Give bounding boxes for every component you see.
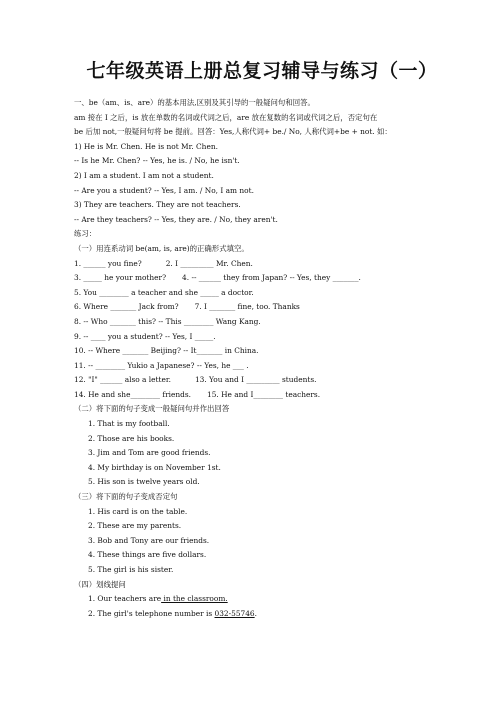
intro-line-1: 一、be（am、is、are）的基本用法,区别及其引导的一般疑问句和回答。 bbox=[74, 98, 315, 107]
section-3-heading: （三）将下面的句子变成否定句 bbox=[74, 492, 178, 502]
section-2-heading: （二）将下面的句子变成一般疑问句并作出回答 bbox=[74, 404, 230, 414]
underlined-phrase: in the classroom. bbox=[161, 594, 228, 604]
exercise-item: 1. That is my football. bbox=[88, 419, 170, 429]
exercise-item: 10. -- Where _______ Beijing? -- It_______ in China. bbox=[74, 346, 259, 356]
exercise-item bbox=[74, 592, 456, 607]
section-4-heading: （四）划线提问 bbox=[74, 579, 126, 589]
exercise-item: 6. Where _______ Jack from? bbox=[74, 302, 179, 312]
exercise-row bbox=[74, 286, 456, 301]
exercise-row bbox=[74, 344, 456, 359]
exercise-item: 3. _____ he your mother? bbox=[74, 273, 167, 283]
exercise-item: 9. -- ____ you a student? -- Yes, I _____. bbox=[74, 331, 216, 341]
sentence-text: 2. The girl's telephone number is bbox=[88, 608, 215, 618]
exercise-item: 3. Jim and Tom are good friends. bbox=[88, 448, 211, 458]
exercise-row bbox=[74, 271, 456, 286]
sentence-text: . bbox=[254, 608, 257, 618]
exercise-item: 5. His son is twelve years old. bbox=[88, 477, 200, 487]
exercise-item: 2. Those are his books. bbox=[88, 433, 175, 443]
exercise-item: 4. -- ______ they from Japan? -- Yes, they _______. bbox=[182, 273, 361, 283]
intro-line-2: am 接在 I 之后，is 放在单数的名词或代词之后，are 放在复数的名词或代词之后，否定句在 bbox=[74, 112, 378, 122]
exercise-item: 2. These are my parents. bbox=[88, 521, 182, 531]
exercise-item: 13. You and I _________ students. bbox=[194, 375, 317, 385]
exercise-item: 7. I _______ fine, too. Thanks bbox=[194, 302, 300, 312]
example-line: 2) I am a student. I am not a student. bbox=[74, 170, 214, 180]
exercise-item: 5. You ________ a teacher and she _____ a doctor. bbox=[74, 287, 254, 297]
practice-label: 练习： bbox=[74, 229, 97, 239]
exercise-row bbox=[74, 388, 456, 403]
exercise-item: 4. My birthday is on November 1st. bbox=[88, 462, 221, 472]
exercise-row bbox=[74, 359, 456, 374]
exercise-item: 15. He and I________ teachers. bbox=[207, 389, 321, 399]
example-line: -- Are you a student? -- Yes, I am. / No, I am not. bbox=[74, 185, 254, 195]
document-title: 七年级英语上册总复习辅导与练习（一） bbox=[86, 60, 438, 82]
exercise-item: 4. These things are five dollars. bbox=[88, 550, 207, 560]
exercise-item: 14. He and she________ friends. bbox=[74, 389, 191, 399]
example-line: -- Are they teachers? -- Yes, they are. / No, they aren't. bbox=[74, 214, 278, 224]
exercise-row bbox=[74, 330, 456, 345]
exercise-item: 12. "I" ______ also a letter. bbox=[74, 375, 171, 385]
intro-line-3: be 后加 not,一般疑问句将 be 提前。回答：Yes,人称代词+ be./ No, 人称代词+be + not. 如： bbox=[74, 127, 392, 137]
exercise-row bbox=[74, 315, 456, 330]
section-1-heading: （一）用连系动词 be(am, is, are)的正确形式填空。 bbox=[74, 243, 249, 253]
exercise-item: 3. Bob and Tony are our friends. bbox=[88, 535, 210, 545]
exercise-item: 11. -- ________ Yukio a Japanese? -- Yes, he ___ . bbox=[74, 360, 249, 370]
example-line: 1) He is Mr. Chen. He is not Mr. Chen. bbox=[74, 141, 218, 151]
exercise-item: 5. The girl is his sister. bbox=[88, 565, 174, 574]
exercise-row bbox=[74, 257, 456, 272]
exercise-item: 1. ______ you fine? bbox=[74, 258, 142, 268]
exercise-item: 2. I _________ Mr. Chen. bbox=[165, 258, 253, 268]
example-line: 3) They are teachers. They are not teachers. bbox=[74, 200, 241, 210]
underlined-phrase: 032-55746 bbox=[214, 608, 255, 618]
exercise-item: 1. His card is on the table. bbox=[88, 506, 188, 516]
exercise-item: 8. -- Who _______ this? -- This ________ Wang Kang. bbox=[74, 316, 261, 326]
example-line: -- Is he Mr. Chen? -- Yes, he is. / No, he isn't. bbox=[74, 156, 240, 166]
exercise-item bbox=[74, 607, 456, 622]
exercise-row bbox=[74, 300, 456, 315]
sentence-text: 1. Our teachers are bbox=[88, 594, 162, 604]
exercise-row bbox=[74, 373, 456, 388]
